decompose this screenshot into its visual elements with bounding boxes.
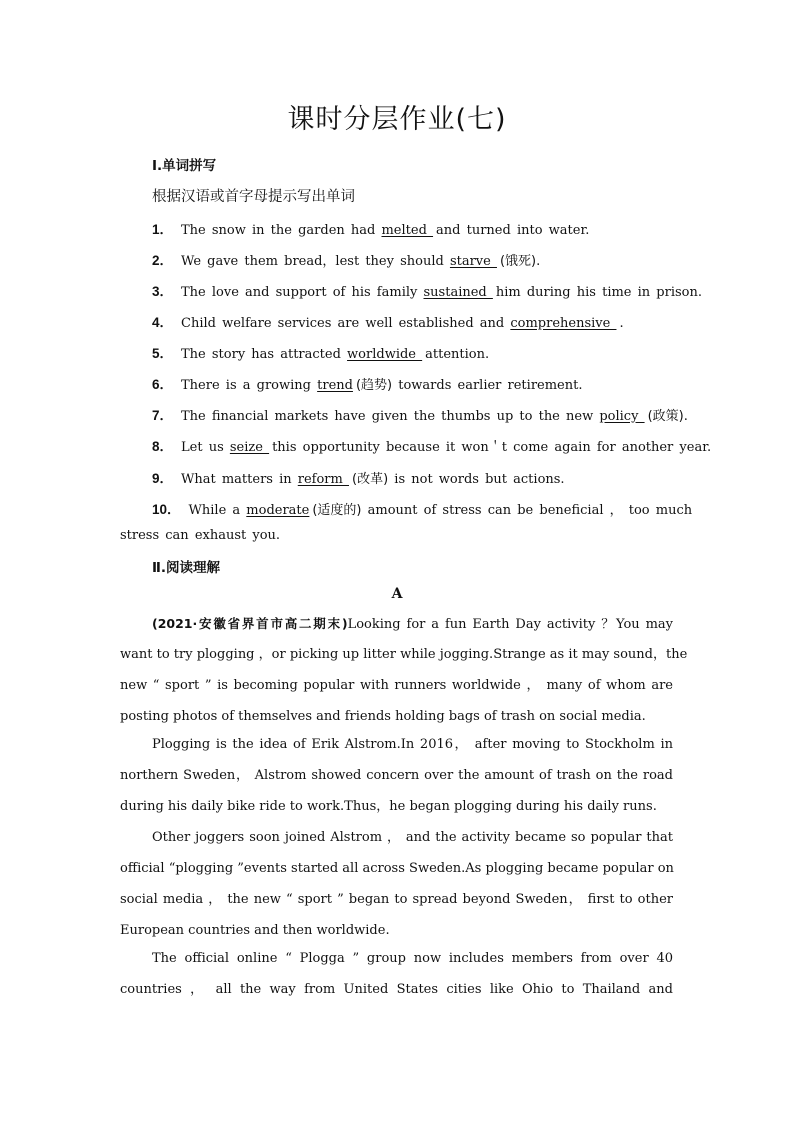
passage-source: (2021·安徽省界首市高二期末)	[152, 616, 348, 631]
answer-word: melted	[381, 223, 434, 238]
passage-label: A	[391, 586, 403, 602]
answer-word: comprehensive	[510, 316, 617, 331]
answer-word: policy	[599, 409, 645, 424]
passage-paragraph: Other joggers soon joined Alstrom ， and the activity became so popular that official “plogging ”events started all across Sweden.As plogging became popular on social media ， the new “ sport ” began to spread beyond Sweden， first to other European countries and then worldwide.	[120, 830, 674, 938]
answer-word: worldwide	[347, 347, 423, 362]
spelling-item: 3． The love and support of his family sustained him during his time in prison.	[152, 284, 702, 300]
spelling-instruction: 根据汉语或首字母提示写出单词	[152, 189, 355, 205]
answer-word: starve	[449, 254, 497, 269]
passage-paragraph: (2021·安徽省界首市高二期末)Looking for a fun Earth Day activity ？You may want to try plogging ，or picking up litter while jogging.Strange as it may sound，the new “ sport ” is becoming popular with runners worldwide ， many of whom are posting photos of themselves and friends holding bags of trash on social media.	[120, 616, 688, 724]
spelling-item: 8． Let us seize this opportunity because it won＇t come again for another year.	[152, 439, 712, 455]
section-heading-spelling: Ⅰ.单词拼写	[152, 158, 217, 174]
passage-paragraph: Plogging is the idea of Erik Alstrom.In 2016， after moving to Stockholm in northern Sweden， Alstrom showed concern over the amount of trash on the road during his daily bike ride to work.Thus，he began plogging during his daily runs.	[120, 737, 673, 814]
answer-word: seize	[229, 440, 270, 455]
answer-word: sustained	[423, 285, 493, 300]
spelling-item: 10． While a moderate (适度的) amount of stress can be beneficial ， too much	[152, 502, 693, 518]
passage-paragraph: The official online “ Plogga ” group now includes members from over 40 countries ， all the way from United States cities like Ohio to Thailand and	[120, 951, 673, 997]
spelling-item-continuation: stress can exhaust you.	[120, 528, 281, 543]
spelling-item: 4． Child welfare services are well established and comprehensive .	[152, 315, 624, 331]
answer-word: trend	[317, 378, 353, 393]
answer-word: moderate	[246, 503, 310, 518]
spelling-item: 7． The financial markets have given the thumbs up to the new policy (政策).	[152, 408, 688, 424]
spelling-item: 9． What matters in reform (改革) is not words but actions.	[152, 471, 565, 487]
spelling-item: 6． There is a growing trend (趋势) towards earlier retirement.	[152, 377, 583, 393]
spelling-item: 2． We gave them bread，lest they should starve (饿死).	[152, 253, 541, 269]
section-heading-reading: Ⅱ.阅读理解	[152, 560, 221, 576]
page-title: 课时分层作业(七)	[287, 104, 507, 135]
spelling-item: 5． The story has attracted worldwide attention.	[152, 346, 490, 362]
spelling-item: 1． The snow in the garden had melted and turned into water.	[152, 222, 590, 238]
answer-word: reform	[297, 472, 349, 487]
